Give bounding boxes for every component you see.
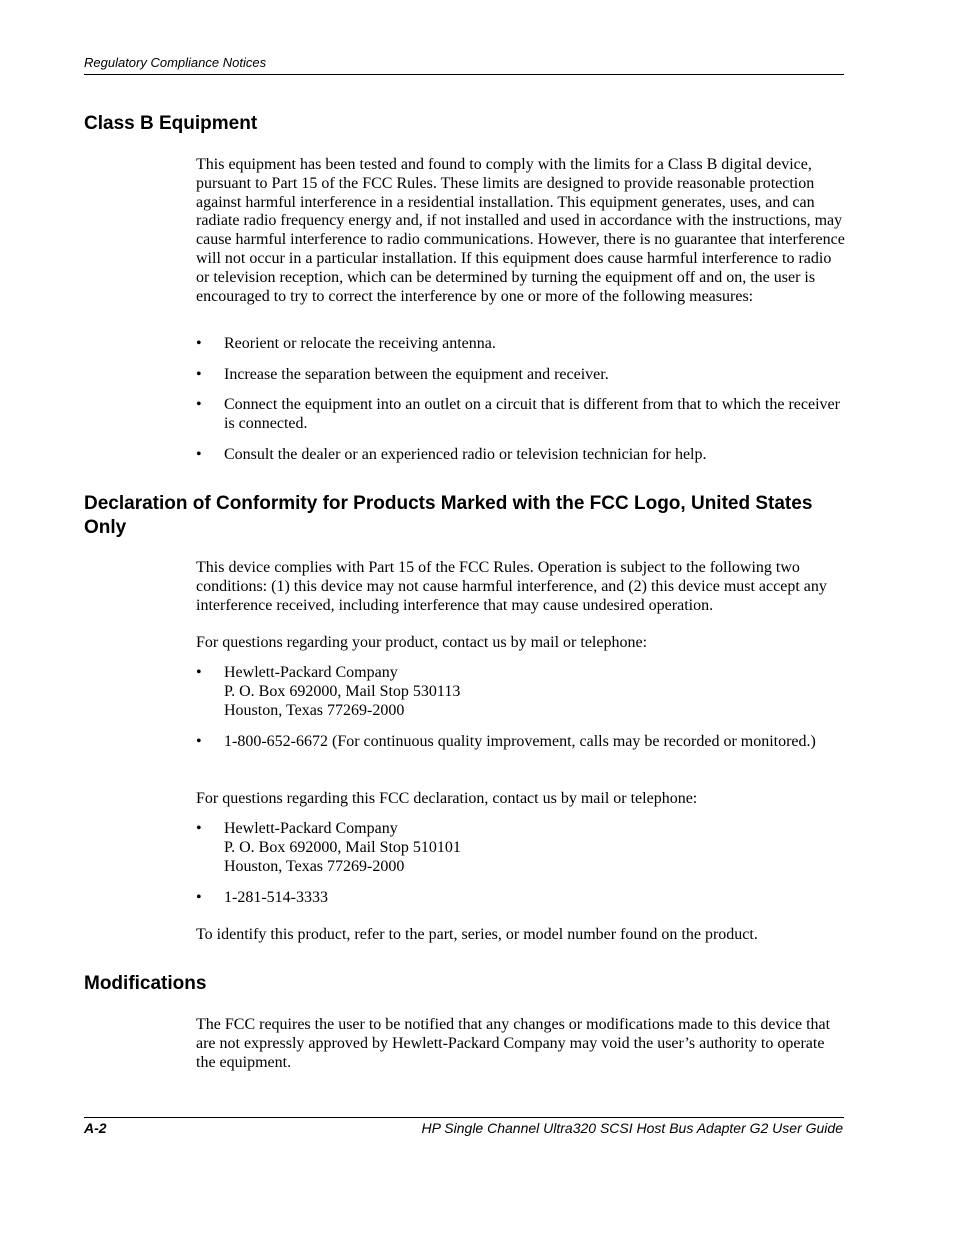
modifications-section	[196, 1016, 846, 1072]
address-city: Houston, Texas 77269-2000	[224, 701, 405, 719]
bullet-icon: •	[196, 366, 202, 383]
bullet-icon: •	[196, 446, 202, 463]
running-header: Regulatory Compliance Notices	[84, 55, 267, 70]
address-city: Houston, Texas 77269-2000	[224, 857, 405, 875]
class-b-measure-4	[196, 446, 846, 465]
list-item: • Reorient or relocate the receiving antenna.	[196, 335, 496, 352]
bullet-icon: •	[196, 396, 202, 413]
identify-note: To identify this product, refer to the part, series, or model number found on the product.	[196, 926, 758, 943]
measures-list-4	[196, 446, 846, 465]
page-number: A-2	[84, 1120, 107, 1136]
identify-block	[196, 926, 846, 945]
product-contact-intro: For questions regarding your product, contact us by mail or telephone:	[196, 634, 648, 651]
declaration-contact-list	[196, 820, 846, 876]
list-item: • Connect the equipment into an outlet on a circuit that is different from that to which the receiver is connected.	[196, 396, 840, 432]
measures-list-2	[196, 366, 846, 385]
declaration-contact-block	[196, 790, 846, 809]
product-contact-list	[196, 664, 846, 720]
measures-list-3	[196, 396, 846, 434]
list-item	[196, 889, 846, 908]
measures-list	[196, 335, 846, 354]
list-item: • Increase the separation between the equipment and receiver.	[196, 366, 609, 383]
address-company: Hewlett-Packard Company	[224, 664, 398, 681]
bullet-icon: •	[196, 733, 202, 750]
modifications-heading: Modifications	[84, 973, 207, 994]
product-phone: 1-800-652-6672 (For continuous quality improvement, calls may be recorded or monitored.)	[224, 733, 816, 750]
product-contact-block	[196, 634, 846, 653]
bullet-icon: •	[196, 889, 202, 906]
class-b-paragraph: This equipment has been tested and found to comply with the limits for a Class B digital device, pursuant to Part 15 of the FCC Rules. These limits are designed to provide reasonable protection against harmful interference in a residential installation. This equipment generates, uses, and can radiate radio frequency energy and, if not installed and used in accordance with the instructions, may cause harmful interference to radio communications. However, there is no guarantee that interference will not occur in a particular installation. If this equipment does cause harmful interference to radio or television reception, which can be determined by turning the equipment off and on, the user is encouraged to try to correct the interference by one or more of the following measures:	[196, 156, 845, 305]
modifications-paragraph: The FCC requires the user to be notified that any changes or modifications made to this device that are not expressly approved by Hewlett-Packard Company may void the user’s authority to operate the equipment.	[196, 1016, 831, 1071]
bullet-icon: •	[196, 664, 202, 681]
list-item: • Consult the dealer or an experienced radio or television technician for help.	[196, 446, 707, 463]
address-po-box: P. O. Box 692000, Mail Stop 530113	[224, 682, 461, 700]
declaration-section	[196, 559, 846, 615]
declaration-contact-intro: For questions regarding this FCC declaration, contact us by mail or telephone:	[196, 790, 698, 807]
address-company: Hewlett-Packard Company	[224, 820, 398, 837]
class-b-measures	[196, 335, 846, 354]
product-phone-list	[196, 733, 846, 752]
bullet-icon: •	[196, 335, 202, 352]
class-b-section	[196, 156, 846, 306]
footer-rule	[84, 1117, 844, 1118]
list-item	[196, 733, 846, 752]
declaration-address-block	[196, 820, 846, 876]
class-b-measure-3	[196, 396, 846, 434]
header-rule	[84, 74, 844, 75]
list-item	[196, 820, 846, 876]
declaration-phone-block	[196, 889, 846, 908]
list-item	[196, 664, 846, 720]
product-phone-block	[196, 733, 846, 752]
class-b-measure-2	[196, 366, 846, 385]
declaration-paragraph: This device complies with Part 15 of the FCC Rules. Operation is subject to the following two conditions: (1) this device may not cause harmful interference, and (2) this device must accept any interference received, including interference that may cause undesired operation.	[196, 559, 827, 614]
declaration-phone: 1-281-514-3333	[224, 889, 328, 906]
declaration-heading: Declaration of Conformity for Products Marked with the FCC Logo, United States Only	[84, 493, 813, 538]
product-address-block	[196, 664, 846, 720]
class-b-heading: Class B Equipment	[84, 113, 258, 134]
declaration-phone-list	[196, 889, 846, 908]
footer-book-title: HP Single Channel Ultra320 SCSI Host Bus Adapter G2 User Guide	[421, 1120, 843, 1136]
bullet-icon: •	[196, 820, 202, 837]
address-po-box: P. O. Box 692000, Mail Stop 510101	[224, 838, 461, 856]
